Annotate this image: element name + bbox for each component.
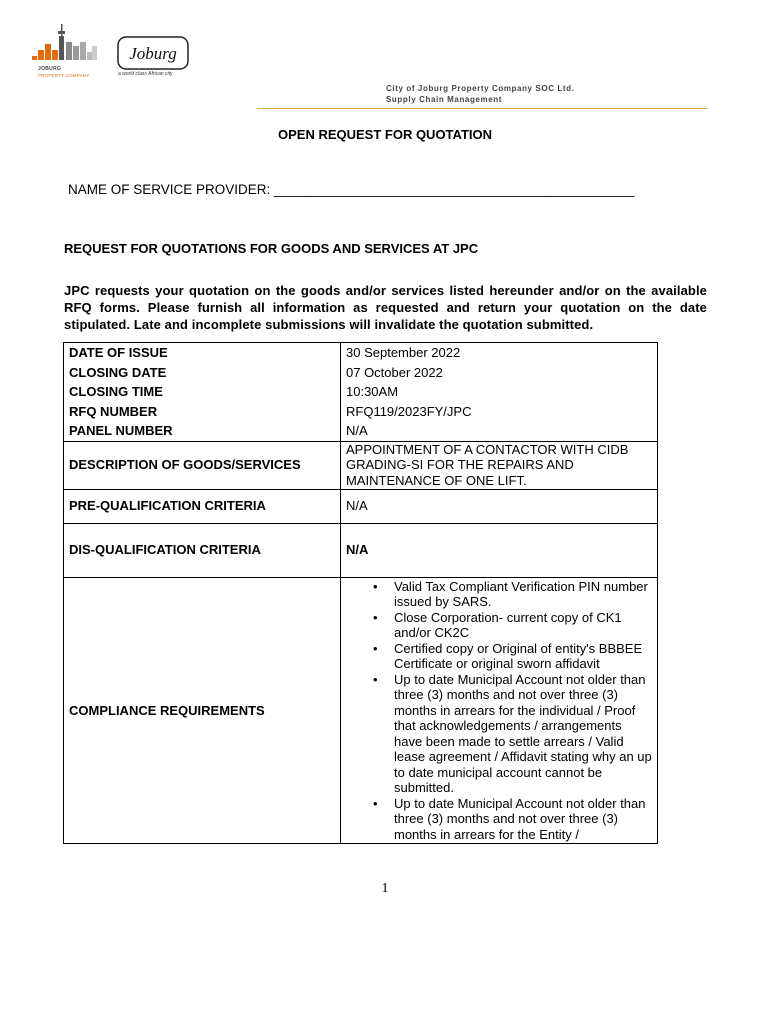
table-row [64, 383, 658, 403]
description-label: DESCRIPTION OF GOODS/SERVICES [64, 441, 341, 489]
jpc-logo-line1: JOBURG [38, 66, 62, 72]
dis-qualification-label: DIS-QUALIFICATION CRITERIA [64, 523, 341, 577]
table-row [64, 441, 658, 489]
date-of-issue-label: DATE OF ISSUE [64, 343, 341, 364]
table-row [64, 422, 658, 441]
list-item: • Close Corporation- current copy of CK1 and/or CK2C [394, 610, 652, 641]
list-item: • Valid Tax Compliant Verification PIN number issued by SARS. [394, 579, 652, 610]
table-row [64, 403, 658, 423]
joburg-tagline: a world class African city [118, 71, 173, 77]
department-name: Supply Chain Management [386, 95, 503, 104]
list-item: • Up to date Municipal Account not older than three (3) months and not over three (3) months in arrears for the Entity / [394, 796, 652, 843]
company-block [386, 83, 574, 105]
pre-qualification-label: PRE-QUALIFICATION CRITERIA [64, 489, 341, 523]
section-heading: REQUEST FOR QUOTATIONS FOR GOODS AND SERVICES AT JPC [64, 241, 479, 256]
intro-paragraph: JPC requests your quotation on the goods and/or services listed hereunder and/or on the available RFQ forms. Please furnish all information as requested and return your quotation on the date stipulated. Late and incomplete submissions will invalidate the quotation submitted. [64, 283, 707, 332]
company-name: City of Joburg Property Company SOC Ltd. [386, 84, 575, 93]
list-item: • Up to date Municipal Account not older than three (3) months and not over three (3) months in arrears for the individual / Proof that acknowledgements / arrangements have been made to settle arrears / Valid lease agreement / Affidavit stating why an up to date municipal account cannot be submitted. [394, 672, 652, 796]
rfq-number-value: RFQ119/2023FY/JPC [341, 403, 658, 423]
compliance-list [346, 579, 652, 843]
closing-time-label: CLOSING TIME [64, 383, 341, 403]
closing-date-label: CLOSING DATE [64, 364, 341, 384]
document-title: OPEN REQUEST FOR QUOTATION [277, 127, 493, 142]
closing-date-value: 07 October 2022 [341, 364, 658, 384]
header-rule [257, 108, 707, 109]
table-row [64, 523, 658, 577]
table-row [64, 343, 658, 364]
service-provider-line: NAME OF SERVICE PROVIDER: ________________________________________________ [68, 182, 635, 197]
table-row [64, 489, 658, 523]
panel-number-label: PANEL NUMBER [64, 422, 341, 441]
table-row [64, 364, 658, 384]
page-number: 1 [381, 881, 389, 896]
rfq-details-table [63, 342, 658, 844]
description-value: APPOINTMENT OF A CONTACTOR WITH CIDB GRADING-SI FOR THE REPAIRS AND MAINTENANCE OF ONE LIFT. [341, 441, 658, 489]
rfq-number-label: RFQ NUMBER [64, 403, 341, 423]
table-row [64, 577, 658, 844]
closing-time-value: 10:30AM [341, 383, 658, 403]
jpc-logo-line2: PROPERTY COMPANY [38, 73, 90, 78]
dis-qualification-value: N/A [341, 523, 658, 577]
compliance-value [341, 577, 658, 844]
joburg-logo [117, 36, 189, 70]
list-item: • Certified copy or Original of entity's BBBEE Certificate or original sworn affidavit [394, 641, 652, 672]
joburg-logo-text: Joburg [129, 44, 177, 63]
panel-number-value: N/A [341, 422, 658, 441]
pre-qualification-value: N/A [341, 489, 658, 523]
date-of-issue-value: 30 September 2022 [341, 343, 658, 364]
compliance-label: COMPLIANCE REQUIREMENTS [64, 577, 341, 844]
